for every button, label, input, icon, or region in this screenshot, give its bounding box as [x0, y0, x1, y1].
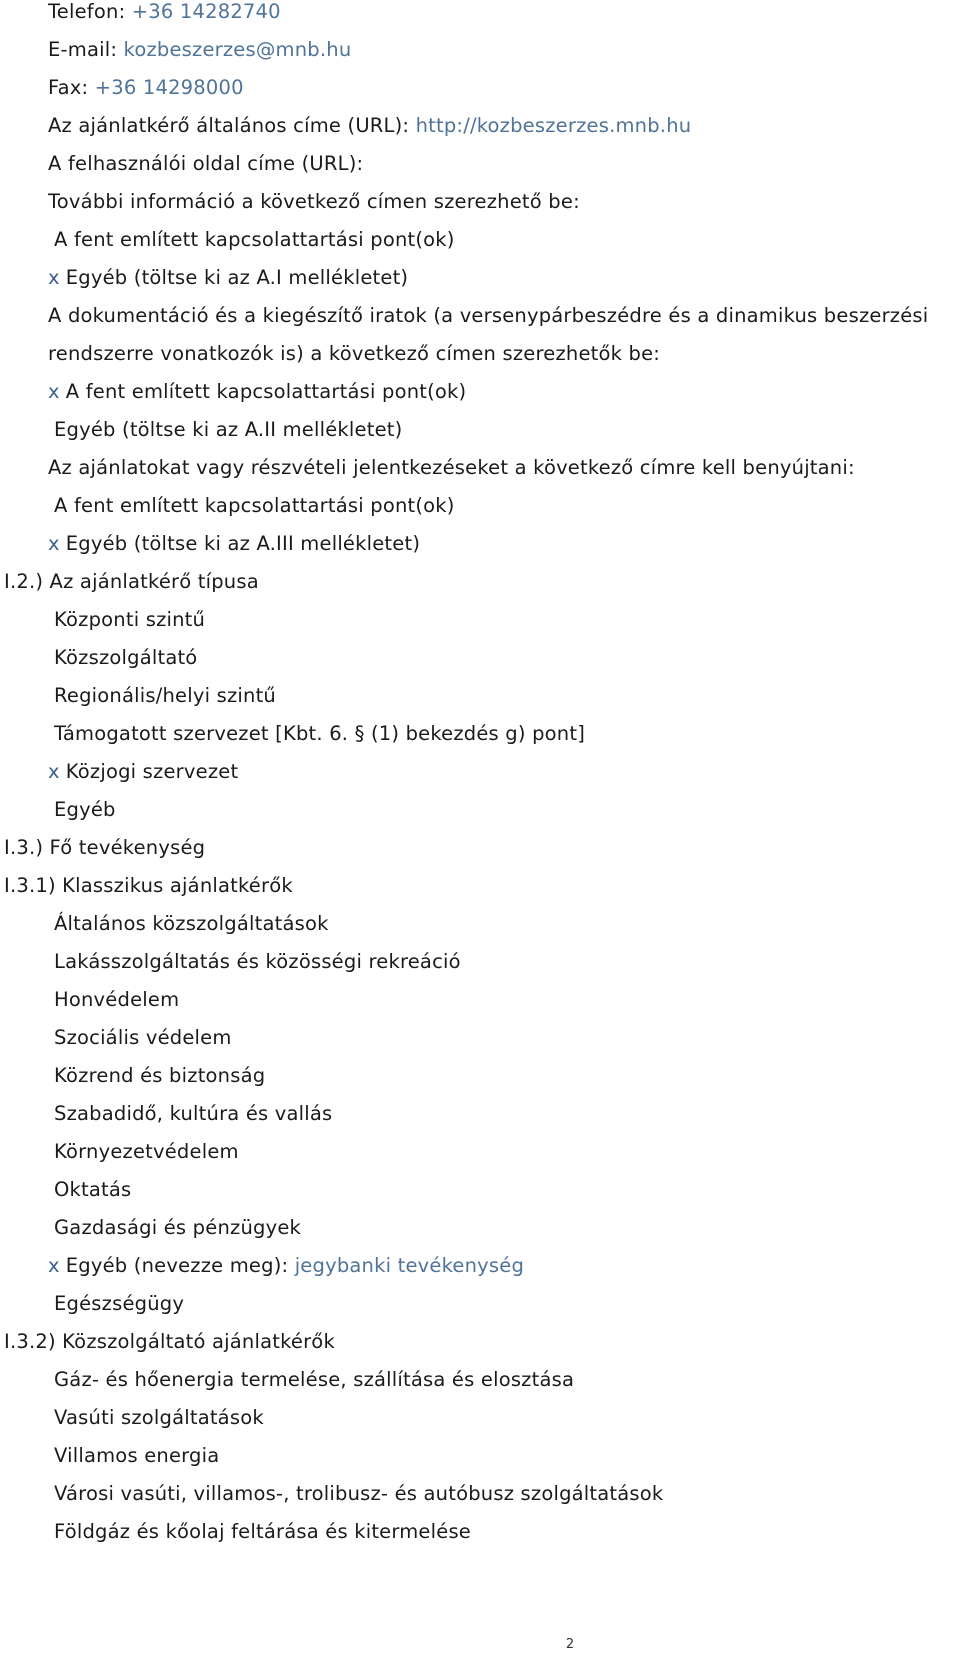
type-item: Központi szintű — [54, 608, 206, 631]
classic-item-selected — [48, 1246, 524, 1286]
phone-label: Telefon: — [48, 0, 126, 23]
main-activity-heading: I.3.) Fő tevékenység — [4, 836, 206, 859]
type-item-label: Közjogi szervezet — [65, 760, 239, 783]
checked-mark: x — [48, 380, 60, 403]
utility-item: Vasúti szolgáltatások — [54, 1406, 264, 1429]
utility-item: Földgáz és kőolaj feltárása és kitermelése — [54, 1520, 471, 1543]
classic-item: Közrend és biztonság — [54, 1064, 266, 1087]
docs-heading-line2: rendszerre vonatkozók is) a következő címen szerezhetők be: — [48, 342, 661, 365]
docs-heading-line1: A dokumentáció és a kiegészítő iratok (a versenypárbeszédre és a dinamikus beszerzési — [48, 304, 929, 327]
classic-item: Gazdasági és pénzügyek — [54, 1216, 302, 1239]
utility-heading: I.3.2) Közszolgáltató ajánlatkérők — [4, 1330, 335, 1353]
classic-item: Általános közszolgáltatások — [54, 912, 329, 935]
classic-item: Honvédelem — [54, 988, 180, 1011]
docs-option-contact — [48, 372, 466, 412]
classic-heading: I.3.1) Klasszikus ajánlatkérők — [4, 874, 293, 897]
type-heading: I.2.) Az ajánlatkérő típusa — [4, 570, 259, 593]
type-item: Közszolgáltató — [54, 646, 198, 669]
submit-option-other — [48, 524, 420, 564]
classic-item: Lakásszolgáltatás és közösségi rekreáció — [54, 950, 461, 973]
type-item: Egyéb — [54, 798, 116, 821]
submit-heading: Az ajánlatokat vagy részvételi jelentkezéseket a következő címre kell benyújtani: — [48, 456, 855, 479]
utility-item: Villamos energia — [54, 1444, 220, 1467]
checked-mark: x — [48, 760, 60, 783]
fax-label: Fax: — [48, 76, 89, 99]
fax-line — [48, 68, 244, 108]
info-heading: További információ a következő címen szerezhető be: — [48, 190, 580, 213]
checked-mark: x — [48, 266, 60, 289]
classic-item: Oktatás — [54, 1178, 132, 1201]
info-option-other-label: Egyéb (töltse ki az A.I mellékletet) — [65, 266, 409, 289]
url-link[interactable]: http://kozbeszerzes.mnb.hu — [415, 114, 692, 137]
email-label: E-mail: — [48, 38, 118, 61]
page-number: 2 — [565, 1637, 575, 1652]
fax-value[interactable]: +36 14298000 — [94, 76, 244, 99]
docs-option-other: Egyéb (töltse ki az A.II mellékletet) — [54, 418, 403, 441]
classic-item: Szabadidő, kultúra és vallás — [54, 1102, 333, 1125]
url-line — [48, 106, 691, 146]
classic-item: Egészségügy — [54, 1292, 185, 1315]
classic-item: Környezetvédelem — [54, 1140, 239, 1163]
utility-item: Gáz- és hőenergia termelése, szállítása és elosztása — [54, 1368, 575, 1391]
submit-option-contact: A fent említett kapcsolattartási pont(ok) — [54, 494, 455, 517]
type-item: Támogatott szervezet [Kbt. 6. § (1) bekezdés g) pont] — [54, 722, 586, 745]
info-option-contact: A fent említett kapcsolattartási pont(ok) — [54, 228, 455, 251]
checked-mark: x — [48, 1254, 60, 1277]
other-activity-value: jegybanki tevékenység — [294, 1254, 525, 1277]
checked-mark: x — [48, 532, 60, 555]
url-label: Az ajánlatkérő általános címe (URL): — [48, 114, 410, 137]
utility-item: Városi vasúti, villamos-, trolibusz- és autóbusz szolgáltatások — [54, 1482, 664, 1505]
docs-option-contact-label: A fent említett kapcsolattartási pont(ok) — [65, 380, 467, 403]
submit-option-other-label: Egyéb (töltse ki az A.III mellékletet) — [65, 532, 421, 555]
classic-item-label: Egyéb (nevezze meg): — [65, 1254, 289, 1277]
email-line — [48, 30, 351, 70]
type-item: Regionális/helyi szintű — [54, 684, 276, 707]
phone-line — [48, 0, 281, 32]
info-option-other — [48, 258, 408, 298]
classic-item: Szociális védelem — [54, 1026, 232, 1049]
type-item-selected — [48, 752, 238, 792]
user-url-label: A felhasználói oldal címe (URL): — [48, 152, 364, 175]
phone-value[interactable]: +36 14282740 — [131, 0, 281, 23]
email-link[interactable]: kozbeszerzes@mnb.hu — [123, 38, 352, 61]
